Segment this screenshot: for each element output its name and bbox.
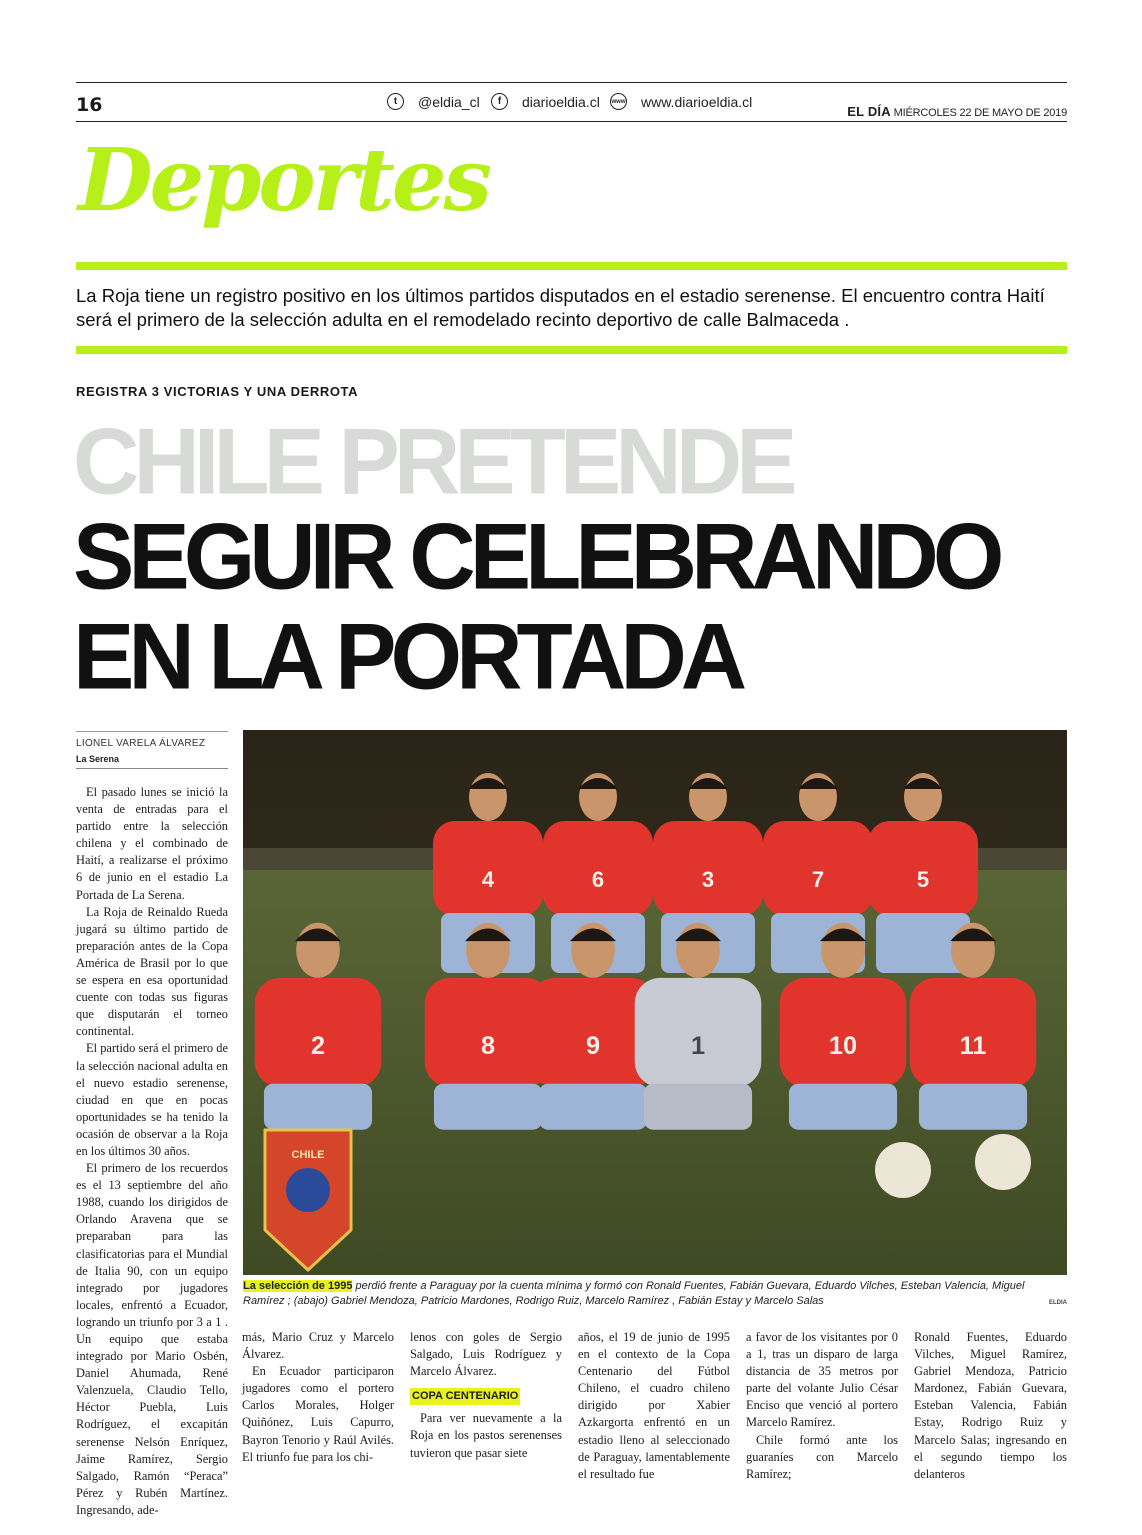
masthead bbox=[847, 104, 1067, 119]
pennant-text: CHILE bbox=[291, 1149, 325, 1161]
paragraph: Para ver nuevamente a la Roja en los pastos serenenses tuvieron que pasar siete bbox=[410, 1411, 562, 1460]
pennant-crest bbox=[286, 1168, 330, 1212]
brand: EL DÍA bbox=[847, 104, 891, 119]
paragraph: El primero de los recuerdos es el 13 septiembre del año 1988, cuando los dirigidos de Orlando Aravena que se preparaban para las clasificatorias para el Mundial de Italia 90, con un equipo integrado por jugadores locales, enfrentó a Ecuador, logrando un triunfo por 3 a 1 . Un equipo que estaba integrado por Mario Osbén, Daniel Ahumada, René Valenzuela, Claudio Tello, Héctor Puebla, Luis Rodríguez, el excapitán serenense Nelsón Enríquez, Jaime Ramírez, Sergio Salgado, Ramón “Peraca” Pérez y Rubén Martínez. Ingresando, ade- bbox=[76, 1161, 228, 1517]
byline-rule bbox=[76, 768, 228, 769]
jersey-number: 1 bbox=[690, 1031, 706, 1060]
headline-line: EN LA PORTADA bbox=[73, 604, 742, 709]
photo-credit: ELDIA bbox=[1049, 1300, 1067, 1306]
paragraph: En Ecuador participaron jugadores como el portero Carlos Morales, Holger Quiñónez, Luis Capurro, Bayron Tenorio y Raúl Avilés. El triunfo fue para los chi- bbox=[242, 1364, 394, 1464]
jersey-number: 4 bbox=[481, 867, 495, 892]
team-photo-illustration bbox=[243, 730, 1067, 1275]
byline-author: LIONEL VARELA ÁLVAREZ bbox=[76, 738, 206, 749]
jersey-number: 6 bbox=[591, 867, 605, 892]
player-shorts bbox=[789, 1084, 897, 1130]
player-shorts bbox=[264, 1084, 372, 1130]
player-shorts bbox=[644, 1084, 752, 1130]
jersey-number: 7 bbox=[811, 867, 825, 892]
green-divider bbox=[76, 262, 1067, 270]
jersey-number: 2 bbox=[310, 1031, 326, 1060]
jersey-number: 9 bbox=[585, 1031, 601, 1060]
byline-location: La Serena bbox=[76, 754, 120, 764]
page-number: 16 bbox=[76, 94, 103, 116]
paragraph: El pasado lunes se inició la venta de entradas para el partido entre la selección chilena y el combinado de Haití, a realizarse el próximo 6 de junio en el estadio La Portada de La Serena. bbox=[76, 785, 228, 902]
social-facebook[interactable] bbox=[491, 93, 600, 110]
caption-text: perdió frente a Paraguay por la cuenta mínima y formó con Ronald Fuentes, Fabián Guevara, Eduardo Vilches, Esteban Valencia, Miguel Ramírez ; (abajo) Gabriel Mendoza, Patricio Mardones, Rodrigo Ruiz, Marcelo Ramírez , Fabián Estay y Marcelo Salas bbox=[243, 1280, 1025, 1307]
article-column bbox=[242, 1329, 394, 1466]
article-column bbox=[914, 1329, 1067, 1483]
paragraph: lenos con goles de Sergio Salgado, Luis Rodríguez y Marcelo Álvarez. bbox=[410, 1330, 562, 1379]
jersey-number: 10 bbox=[828, 1031, 858, 1060]
header-rule bbox=[76, 121, 1067, 122]
paragraph: Ronald Fuentes, Eduardo Vilches, Miguel Ramírez, Gabriel Mendoza, Patricio Mardonez, Fabián Guevara, Esteban Valencia, Fabián Estay, Rodrigo Ruiz y Marcelo Salas; ingresando en el segundo tiempo los delanteros bbox=[914, 1330, 1067, 1481]
headline-line: CHILE PRETENDE bbox=[73, 409, 792, 514]
caption-lead: La selección de 1995 bbox=[243, 1280, 353, 1292]
social-label: www.diarioeldia.cl bbox=[641, 93, 753, 110]
byline-rule bbox=[76, 731, 228, 732]
social-label: diarioeldia.cl bbox=[522, 93, 600, 110]
player-shorts bbox=[434, 1084, 542, 1130]
twitter-icon: t bbox=[387, 93, 404, 110]
paragraph: a favor de los visitantes por 0 a 1, tras un disparo de larga distancia de 35 metros por parte del volante Julio César Enciso que venció al portero Marcelo Ramírez. bbox=[746, 1330, 898, 1430]
photo-caption bbox=[243, 1279, 1067, 1309]
facebook-icon: f bbox=[491, 93, 508, 110]
headline-line: SEGUIR CELEBRANDO bbox=[73, 504, 999, 609]
paragraph: La Roja de Reinaldo Rueda jugará su último partido de preparación antes de la Copa América de Brasil por lo que se espera en esa oportunidad cuente con todas sus figuras que disputarán el torneo continental. bbox=[76, 904, 228, 1039]
section-title: Deportes bbox=[78, 130, 489, 231]
jersey-number: 5 bbox=[916, 867, 930, 892]
green-divider bbox=[76, 346, 1067, 354]
football bbox=[875, 1142, 931, 1198]
paragraph: más, Mario Cruz y Marcelo Álvarez. bbox=[242, 1330, 394, 1362]
player-shorts bbox=[919, 1084, 1027, 1130]
paragraph: años, el 19 de junio de 1995 en el contexto de la Copa Centenario del Fútbol Chileno, el cuadro chileno dirigido por Xabier Azkargorta enfrentó en un estadio lleno al seleccionado de Paraguay, lamentablemente el resultado fue bbox=[578, 1330, 730, 1481]
subhead: COPA CENTENARIO bbox=[410, 1388, 520, 1405]
social-web[interactable] bbox=[610, 93, 752, 110]
social-label: @eldia_cl bbox=[418, 93, 480, 110]
jersey-number: 8 bbox=[480, 1031, 496, 1060]
football bbox=[975, 1134, 1031, 1190]
article-column bbox=[746, 1329, 898, 1483]
issue-date: MIÉRCOLES 22 DE MAYO DE 2019 bbox=[893, 107, 1067, 119]
article-column bbox=[76, 784, 228, 1519]
jersey-number: 3 bbox=[701, 867, 715, 892]
section-deck: La Roja tiene un registro positivo en los últimos partidos disputados en el estadio serenense. El encuentro contra Haití será el primero de la selección adulta en el remodelado recinto deportivo de calle Balmaceda . bbox=[76, 285, 1045, 330]
article-column bbox=[578, 1329, 730, 1483]
kicker: REGISTRA 3 VICTORIAS Y UNA DERROTA bbox=[76, 384, 359, 399]
player-shorts bbox=[539, 1084, 647, 1130]
article-column bbox=[410, 1329, 562, 1462]
jersey-number: 11 bbox=[959, 1031, 987, 1060]
social-twitter[interactable] bbox=[387, 93, 480, 110]
paragraph: Chile formó ante los guaraníes con Marcelo Ramírez; bbox=[746, 1432, 898, 1481]
paragraph: El partido será el primero de la selección nacional adulta en el nuevo estadio serenense, ciudad en que en pocas oportunidades se ha tenido la ocasión de observar a la Roja en los últimos 30 años. bbox=[76, 1041, 228, 1158]
web-icon: www bbox=[610, 93, 627, 110]
top-rule bbox=[76, 82, 1067, 83]
team-photo bbox=[243, 730, 1067, 1275]
